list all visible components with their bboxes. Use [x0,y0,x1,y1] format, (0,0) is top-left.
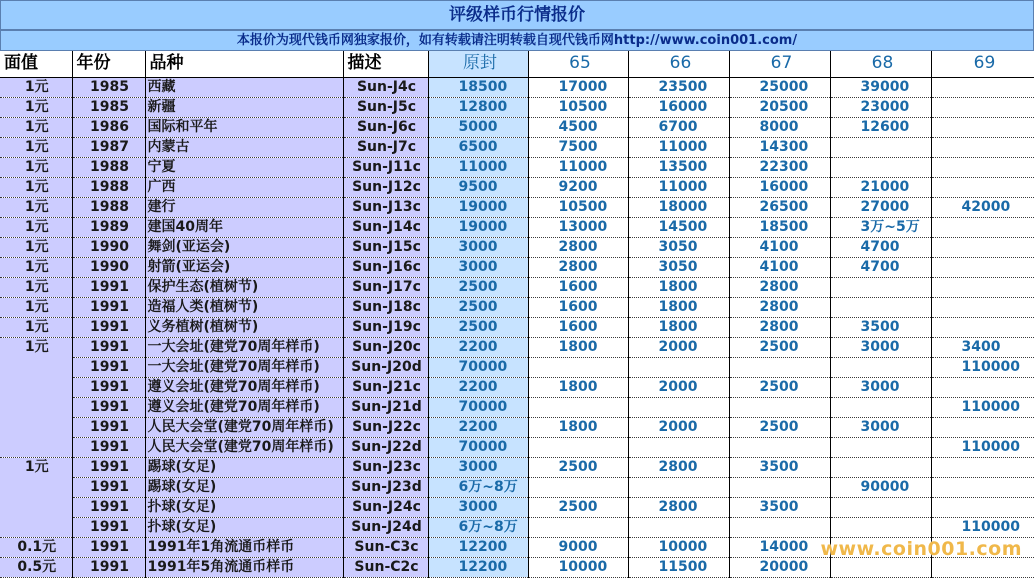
face-value-cell: 1元 [0,297,72,317]
price-grade-67: 3500 [729,497,830,517]
price-grade-66: 2000 [628,417,729,437]
price-grade-69: 42000 [931,197,1034,217]
variety-cell: 广西 [145,177,343,197]
variety-cell: 踢球(女足) [145,477,343,497]
header-grade-68: 68 [830,51,931,77]
description-cell: Sun-J22c [343,417,428,437]
header-grade-66: 66 [628,51,729,77]
description-cell: Sun-J5c [343,97,428,117]
variety-cell: 舞剑(亚运会) [145,237,343,257]
price-grade-69 [931,237,1034,257]
price-grade-66: 23500 [628,77,729,97]
price-original-seal: 11000 [428,157,528,177]
year-cell: 1988 [72,157,145,177]
price-grade-68 [830,277,931,297]
face-value-cell: 1元 [0,457,72,477]
year-cell: 1991 [72,437,145,457]
price-grade-66: 11000 [628,137,729,157]
description-cell: Sun-J22d [343,437,428,457]
price-grade-68 [830,457,931,477]
price-grade-66 [628,437,729,457]
price-grade-67: 25000 [729,77,830,97]
year-cell: 1991 [72,397,145,417]
face-value-cell [0,497,72,517]
header-year: 年份 [72,51,145,77]
price-grade-69: 110000 [931,357,1034,377]
price-grade-69 [931,377,1034,397]
year-cell: 1991 [72,357,145,377]
price-grade-66: 2000 [628,337,729,357]
description-cell: Sun-J20c [343,337,428,357]
table-row [0,477,1034,497]
price-grade-65: 1800 [528,417,628,437]
price-grade-66: 2000 [628,377,729,397]
price-grade-69: 3400 [931,337,1034,357]
header-grade-69: 69 [931,51,1034,77]
face-value-cell: 1元 [0,217,72,237]
header-grade-67: 67 [729,51,830,77]
face-value-cell [0,377,72,397]
year-cell: 1986 [72,117,145,137]
price-grade-66: 2800 [628,497,729,517]
header-variety: 品种 [145,51,343,77]
face-value-cell [0,357,72,377]
description-cell: Sun-J16c [343,257,428,277]
price-grade-65: 2800 [528,257,628,277]
year-cell: 1991 [72,377,145,397]
price-grade-67: 2800 [729,297,830,317]
price-grade-68 [830,517,931,537]
price-grade-68: 12600 [830,117,931,137]
year-cell: 1991 [72,477,145,497]
description-cell: Sun-J15c [343,237,428,257]
price-original-seal: 6万~8万 [428,477,528,497]
face-value-cell: 1元 [0,257,72,277]
variety-cell: 义务植树(植树节) [145,317,343,337]
variety-cell: 射箭(亚运会) [145,257,343,277]
price-grade-66: 11500 [628,557,729,577]
price-grade-68: 3500 [830,317,931,337]
price-grade-68 [830,137,931,157]
price-grade-68: 39000 [830,77,931,97]
price-grade-67 [729,517,830,537]
price-grade-66: 2800 [628,457,729,477]
variety-cell: 踢球(女足) [145,457,343,477]
variety-cell: 一大会址(建党70周年样币) [145,357,343,377]
table-row [0,397,1034,417]
price-original-seal: 2200 [428,417,528,437]
table-row [0,317,1034,337]
description-cell: Sun-J13c [343,197,428,217]
price-grade-67 [729,397,830,417]
price-grade-67: 4100 [729,237,830,257]
year-cell: 1990 [72,257,145,277]
price-grade-69 [931,137,1034,157]
variety-cell: 遵义会址(建党70周年样币) [145,397,343,417]
price-grade-65 [528,437,628,457]
price-original-seal: 2200 [428,337,528,357]
description-cell: Sun-J21c [343,377,428,397]
price-grade-65: 10000 [528,557,628,577]
description-cell: Sun-J14c [343,217,428,237]
table-row [0,337,1034,357]
price-grade-66: 14500 [628,217,729,237]
variety-cell: 一大会址(建党70周年样币) [145,337,343,357]
face-value-cell [0,417,72,437]
year-cell: 1991 [72,337,145,357]
face-value-cell: 0.5元 [0,557,72,577]
description-cell: Sun-C3c [343,537,428,557]
price-original-seal: 6万~8万 [428,517,528,537]
price-grade-67: 2800 [729,317,830,337]
table-row [0,417,1034,437]
face-value-cell: 1元 [0,237,72,257]
price-table [0,51,1034,578]
table-row [0,297,1034,317]
price-grade-67: 2800 [729,277,830,297]
price-original-seal: 2500 [428,297,528,317]
description-cell: Sun-J23d [343,477,428,497]
price-grade-69: 110000 [931,517,1034,537]
price-grade-68 [830,437,931,457]
description-cell: Sun-J23c [343,457,428,477]
price-grade-69 [931,277,1034,297]
price-grade-69 [931,417,1034,437]
variety-cell: 新疆 [145,97,343,117]
price-grade-69: 110000 [931,437,1034,457]
price-grade-65: 7500 [528,137,628,157]
price-grade-67: 2500 [729,337,830,357]
price-grade-67: 8000 [729,117,830,137]
price-grade-65: 1600 [528,297,628,317]
table-row [0,177,1034,197]
year-cell: 1991 [72,417,145,437]
price-grade-69 [931,117,1034,137]
table-row [0,217,1034,237]
price-original-seal: 3000 [428,257,528,277]
price-grade-68: 3000 [830,377,931,397]
price-grade-69 [931,457,1034,477]
price-grade-68: 27000 [830,197,931,217]
price-original-seal: 2500 [428,277,528,297]
price-original-seal: 6500 [428,137,528,157]
price-grade-68: 21000 [830,177,931,197]
year-cell: 1991 [72,497,145,517]
table-row [0,77,1034,97]
price-original-seal: 5000 [428,117,528,137]
table-row [0,437,1034,457]
face-value-cell: 0.1元 [0,537,72,557]
year-cell: 1988 [72,197,145,217]
description-cell: Sun-J11c [343,157,428,177]
price-grade-69 [931,77,1034,97]
price-grade-66: 1800 [628,317,729,337]
variety-cell: 1991年5角流通币样币 [145,557,343,577]
price-grade-68: 4700 [830,237,931,257]
price-original-seal: 19000 [428,217,528,237]
description-cell: Sun-J21d [343,397,428,417]
price-grade-67: 20000 [729,557,830,577]
table-row [0,557,1034,577]
price-original-seal: 70000 [428,437,528,457]
price-grade-65: 1800 [528,337,628,357]
header-face-value: 面值 [0,51,72,77]
face-value-cell: 1元 [0,177,72,197]
year-cell: 1991 [72,317,145,337]
header-grade-65: 65 [528,51,628,77]
price-grade-67: 2500 [729,377,830,397]
variety-cell: 建行 [145,197,343,217]
table-row [0,257,1034,277]
face-value-cell: 1元 [0,137,72,157]
price-grade-65: 4500 [528,117,628,137]
description-cell: Sun-J17c [343,277,428,297]
price-grade-69 [931,297,1034,317]
year-cell: 1990 [72,237,145,257]
table-body [0,77,1034,577]
site-watermark: www.coin001.com [820,538,1022,560]
price-grade-67: 22300 [729,157,830,177]
year-cell: 1991 [72,557,145,577]
price-original-seal: 70000 [428,397,528,417]
price-grade-66: 3050 [628,257,729,277]
price-original-seal: 12800 [428,97,528,117]
price-grade-67 [729,437,830,457]
price-grade-65: 1600 [528,317,628,337]
price-grade-67: 2500 [729,417,830,437]
table-row [0,237,1034,257]
price-grade-65: 13000 [528,217,628,237]
variety-cell: 建国40周年 [145,217,343,237]
table-row [0,137,1034,157]
price-grade-65: 10500 [528,197,628,217]
description-cell: Sun-J18c [343,297,428,317]
table-row [0,517,1034,537]
price-grade-65 [528,517,628,537]
table-title: 评级样币行情报价 [0,0,1034,30]
price-original-seal: 3000 [428,497,528,517]
year-cell: 1991 [72,457,145,477]
price-grade-67: 4100 [729,257,830,277]
price-grade-69 [931,317,1034,337]
description-cell: Sun-J6c [343,117,428,137]
price-grade-68 [830,397,931,417]
price-grade-69 [931,257,1034,277]
face-value-cell: 1元 [0,337,72,357]
variety-cell: 遵义会址(建党70周年样币) [145,377,343,397]
price-grade-65: 2800 [528,237,628,257]
price-grade-68 [830,157,931,177]
table-row [0,97,1034,117]
variety-cell: 扑球(女足) [145,517,343,537]
table-row [0,117,1034,137]
year-cell: 1991 [72,517,145,537]
price-grade-67 [729,357,830,377]
description-cell: Sun-J19c [343,317,428,337]
price-grade-65: 10500 [528,97,628,117]
variety-cell: 宁夏 [145,157,343,177]
price-grade-69 [931,477,1034,497]
price-grade-67: 18500 [729,217,830,237]
price-original-seal: 12200 [428,557,528,577]
price-grade-66 [628,357,729,377]
price-grade-65 [528,357,628,377]
price-grade-68 [830,357,931,377]
price-grade-66: 13500 [628,157,729,177]
price-grade-67: 26500 [729,197,830,217]
price-grade-65: 9200 [528,177,628,197]
price-grade-68: 23000 [830,97,931,117]
table-row [0,497,1034,517]
face-value-cell: 1元 [0,117,72,137]
price-grade-68: 3000 [830,417,931,437]
variety-cell: 扑球(女足) [145,497,343,517]
variety-cell: 人民大会堂(建党70周年样币) [145,417,343,437]
face-value-cell: 1元 [0,317,72,337]
price-grade-66: 16000 [628,97,729,117]
description-cell: Sun-J7c [343,137,428,157]
description-cell: Sun-J24c [343,497,428,517]
price-original-seal: 19000 [428,197,528,217]
table-row [0,157,1034,177]
table-row [0,197,1034,217]
price-grade-67: 16000 [729,177,830,197]
price-grade-67: 20500 [729,97,830,117]
price-original-seal: 2500 [428,317,528,337]
price-grade-65: 1600 [528,277,628,297]
price-grade-67 [729,477,830,497]
price-grade-67: 3500 [729,457,830,477]
header-original-seal: 原封 [428,51,528,77]
table-row [0,277,1034,297]
year-cell: 1985 [72,77,145,97]
price-grade-66: 1800 [628,277,729,297]
face-value-cell: 1元 [0,157,72,177]
table-row [0,357,1034,377]
year-cell: 1991 [72,297,145,317]
price-grade-66: 3050 [628,237,729,257]
price-grade-66 [628,397,729,417]
price-grade-65: 2500 [528,497,628,517]
table-row [0,377,1034,397]
price-grade-68: 4700 [830,257,931,277]
header-row [0,51,1034,77]
price-grade-69 [931,157,1034,177]
price-grade-68: 90000 [830,477,931,497]
price-grade-69 [931,177,1034,197]
year-cell: 1987 [72,137,145,157]
description-cell: Sun-C2c [343,557,428,577]
price-grade-67: 14300 [729,137,830,157]
price-grade-69 [931,497,1034,517]
price-grade-65 [528,477,628,497]
description-cell: Sun-J12c [343,177,428,197]
price-grade-69: 110000 [931,397,1034,417]
price-grade-68: 3000 [830,337,931,357]
variety-cell: 西藏 [145,77,343,97]
face-value-cell [0,517,72,537]
price-grade-66 [628,517,729,537]
price-grade-69 [931,557,1034,577]
price-grade-68 [830,557,931,577]
price-grade-66: 11000 [628,177,729,197]
price-grade-65: 2500 [528,457,628,477]
header-description: 描述 [343,51,428,77]
variety-cell: 造福人类(植树节) [145,297,343,317]
price-grade-66: 10000 [628,537,729,557]
description-cell: Sun-J20d [343,357,428,377]
price-grade-67: 14000 [729,537,830,557]
description-cell: Sun-J4c [343,77,428,97]
price-grade-69 [931,97,1034,117]
price-grade-66: 1800 [628,297,729,317]
price-original-seal: 2200 [428,377,528,397]
price-original-seal: 3000 [428,457,528,477]
price-original-seal: 9500 [428,177,528,197]
price-grade-68 [830,497,931,517]
price-grade-66: 6700 [628,117,729,137]
price-grade-65: 11000 [528,157,628,177]
price-grade-65: 1800 [528,377,628,397]
price-grade-69 [931,217,1034,237]
price-grade-68 [830,297,931,317]
year-cell: 1989 [72,217,145,237]
variety-cell: 国际和平年 [145,117,343,137]
face-value-cell [0,437,72,457]
year-cell: 1991 [72,537,145,557]
face-value-cell: 1元 [0,97,72,117]
description-cell: Sun-J24d [343,517,428,537]
year-cell: 1991 [72,277,145,297]
face-value-cell: 1元 [0,77,72,97]
price-grade-68: 3万~5万 [830,217,931,237]
variety-cell: 内蒙古 [145,137,343,157]
face-value-cell: 1元 [0,277,72,297]
copyright-notice: 本报价为现代钱币网独家报价，如有转载请注明转载自现代钱币网http://www.coin001.com/ [0,30,1034,51]
table-row [0,457,1034,477]
price-grade-65 [528,397,628,417]
face-value-cell [0,477,72,497]
variety-cell: 1991年1角流通币样币 [145,537,343,557]
variety-cell: 人民大会堂(建党70周年样币) [145,437,343,457]
face-value-cell: 1元 [0,197,72,217]
price-grade-66: 18000 [628,197,729,217]
price-original-seal: 18500 [428,77,528,97]
price-grade-66 [628,477,729,497]
price-grade-65: 17000 [528,77,628,97]
price-original-seal: 3000 [428,237,528,257]
variety-cell: 保护生态(植树节) [145,277,343,297]
price-original-seal: 12200 [428,537,528,557]
face-value-cell [0,397,72,417]
year-cell: 1988 [72,177,145,197]
price-grade-65: 9000 [528,537,628,557]
year-cell: 1985 [72,97,145,117]
price-original-seal: 70000 [428,357,528,377]
